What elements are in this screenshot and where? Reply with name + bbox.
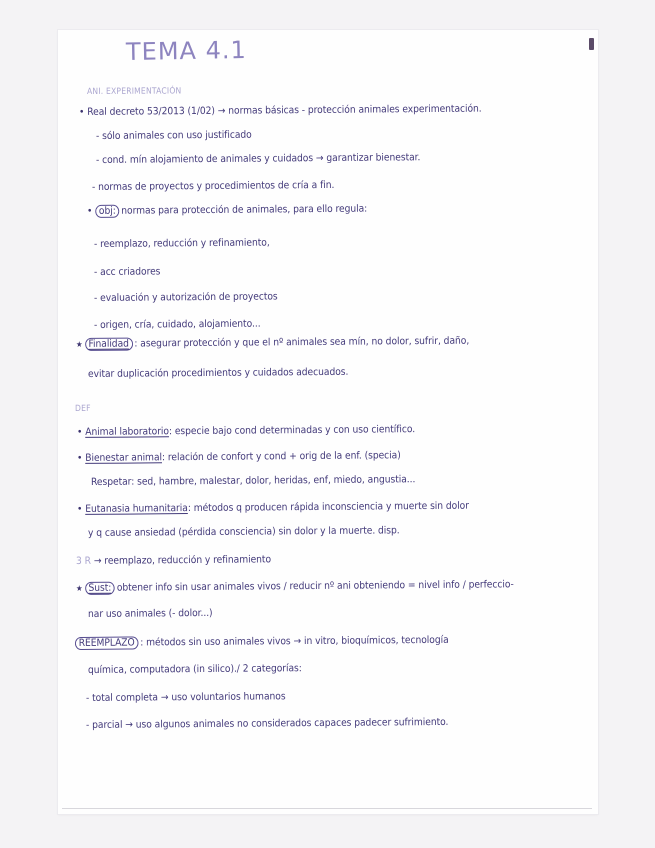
euthanasia-term: Eutanasia humanitaria: [85, 503, 188, 515]
page-corner-mark: [589, 38, 594, 50]
note-line-text: obtener info sin usar animales vivos / reducir nº ani obteniendo = nivel info / perfeccio-: [116, 579, 514, 594]
note-line-text: - total completa → uso voluntarios humanos: [85, 691, 286, 704]
note-line-text: - parcial → uso algunos animales no considerados capaces padecer sufrimiento.: [85, 716, 449, 731]
objective-label: obj:: [95, 205, 119, 218]
substitution-label: Sust:: [85, 582, 115, 595]
note-line-minimum-conditions: [96, 151, 420, 168]
note-line-text: evitar duplicación procedimientos y cuidados adecuados.: [87, 366, 349, 380]
note-line-respect: [91, 473, 415, 490]
page-edge-line: [62, 808, 592, 809]
section-heading-definitions: DEF: [74, 403, 91, 414]
page-title: TEMA 4.1: [125, 35, 247, 67]
note-line-text: reemplazo, reducción y refinamiento,: [100, 237, 270, 250]
note-line-text: normas de proyectos y procedimientos de cría a fin.: [98, 179, 335, 193]
three-r-label: 3 R: [75, 555, 91, 567]
note-line-categories: [88, 662, 302, 678]
note-line-evaluation: [94, 290, 278, 306]
replacement-label: REEMPLAZO: [75, 636, 138, 650]
note-line-complete-replacement: [86, 690, 286, 706]
note-line-project-rules: [92, 179, 334, 195]
laboratory-animal-term: Animal laboratorio: [85, 426, 169, 438]
note-line-text: : métodos q producen rápida inconsciencia y muerte sin dolor: [187, 500, 469, 515]
note-line-avoid-duplication: [88, 366, 348, 382]
note-line-text: Real decreto 53/2013 (1/02) → normas básicas - protección animales experimentación.: [87, 103, 482, 118]
note-line-text: evaluación y autorización de proyectos: [100, 291, 278, 304]
note-line-text: : relación de confort y cond + orig de la enf. (specia): [161, 450, 401, 464]
note-line-text: cond. mín alojamiento de animales y cuidados → garantizar bienestar.: [102, 152, 421, 166]
note-line-text: : métodos sin uso animales vivos → in vitro, bioquímicos, tecnología: [140, 634, 449, 649]
note-line-text: normas para protección de animales, para ello regula:: [121, 203, 368, 217]
note-line-text: y q cause ansiedad (pérdida consciencia) sin dolor y la muerte. disp.: [87, 525, 400, 539]
section-heading-experimentation: ANI. EXPERIMENTACIÓN: [86, 86, 182, 97]
finality-term: Finalidad: [85, 338, 133, 351]
note-line-text: → reemplazo, reducción y refinamiento: [93, 554, 272, 567]
note-line-text: origen, cría, cuidado, alojamiento...: [100, 318, 261, 331]
note-line-laboratory-animal: [77, 423, 415, 440]
note-line-objective: [87, 203, 367, 219]
note-line-three-r-definition: [76, 553, 271, 569]
note-line-text: Respetar: sed, hambre, malestar, dolor, heridas, enf, miedo, angustia...: [90, 474, 416, 488]
note-line-text: sólo animales con uso justificado: [102, 129, 252, 142]
note-line-anxiety-consciousness: [88, 524, 400, 541]
note-line-text: : asegurar protección y que el nº animales sea mín, no dolor, sufrir, daño,: [134, 335, 470, 350]
note-line-text: nar uso animales (- dolor...): [87, 607, 213, 620]
note-line-breeders: [94, 265, 160, 280]
note-line-text: química, computadora (in silico)./ 2 categorías:: [87, 663, 302, 676]
animal-welfare-term: Bienestar animal: [85, 452, 163, 464]
note-line-text: : especie bajo cond determinadas y con uso científico.: [168, 424, 416, 438]
note-line-justified-use: [96, 129, 252, 144]
note-line-text: acc criadores: [100, 266, 161, 278]
note-line-perfection-use: [88, 607, 213, 622]
note-line-three-r: [94, 237, 270, 252]
note-line-animal-welfare: [77, 449, 401, 466]
note-line-origin-care: [94, 318, 261, 333]
